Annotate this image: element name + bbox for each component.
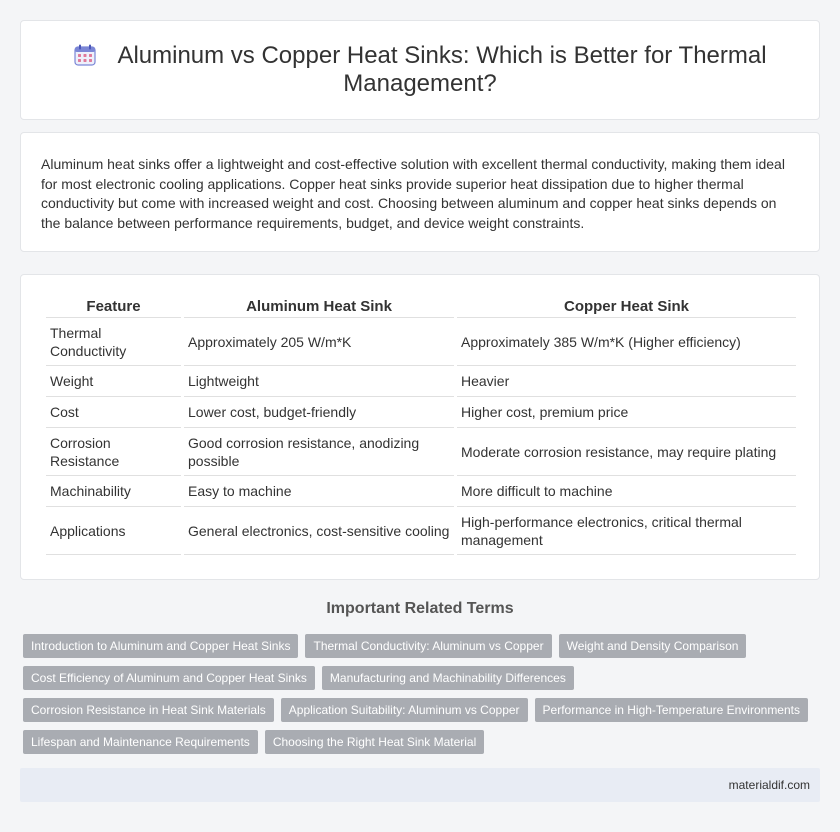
table-row [46, 428, 796, 476]
related-term-tag[interactable]: Lifespan and Maintenance Requirements [23, 730, 258, 754]
footer [20, 768, 820, 802]
table-cell-aluminum: Lower cost, budget-friendly [184, 397, 454, 428]
table-cell-copper: Heavier [457, 366, 796, 397]
table-cell-copper: More difficult to machine [457, 476, 796, 507]
table-row [46, 397, 796, 428]
table-cell-copper: Moderate corrosion resistance, may require plating [457, 428, 796, 476]
related-terms-list [23, 634, 823, 762]
intro-paragraph: Aluminum heat sinks offer a lightweight and cost-effective solution with excellent thermal conductivity, making them ideal for most electronic cooling applications. Copper heat sinks provide superior heat dissipation due to higher thermal conductivity but come with increased weight and cost. Choosing between aluminum and copper heat sinks depends on the balance between performance requirements, budget, and device weight constraints. [41, 156, 785, 231]
calendar-icon [73, 43, 97, 67]
related-term-tag[interactable]: Weight and Density Comparison [559, 634, 747, 658]
related-term-tag[interactable]: Application Suitability: Aluminum vs Copper [281, 698, 528, 722]
table-cell-copper: High-performance electronics, critical thermal management [457, 507, 796, 555]
table-header-row [46, 295, 796, 318]
column-header-copper: Copper Heat Sink [457, 295, 796, 318]
table-cell-aluminum: General electronics, cost-sensitive cooling [184, 507, 454, 555]
table-cell-feature: Thermal Conductivity [46, 318, 181, 366]
related-term-tag[interactable]: Choosing the Right Heat Sink Material [265, 730, 484, 754]
related-term-tag[interactable]: Cost Efficiency of Aluminum and Copper Heat Sinks [23, 666, 315, 690]
table-cell-feature: Weight [46, 366, 181, 397]
comparison-table-card [20, 274, 820, 580]
column-header-aluminum: Aluminum Heat Sink [184, 295, 454, 318]
table-row [46, 366, 796, 397]
table-cell-feature: Machinability [46, 476, 181, 507]
table-cell-feature: Cost [46, 397, 181, 428]
table-cell-feature: Applications [46, 507, 181, 555]
table-cell-aluminum: Lightweight [184, 366, 454, 397]
related-term-tag[interactable]: Performance in High-Temperature Environments [535, 698, 808, 722]
table-row [46, 318, 796, 366]
related-term-tag[interactable]: Manufacturing and Machinability Differences [322, 666, 574, 690]
related-term-tag[interactable]: Corrosion Resistance in Heat Sink Materials [23, 698, 274, 722]
table-cell-copper: Approximately 385 W/m*K (Higher efficiency) [457, 318, 796, 366]
related-term-tag[interactable]: Introduction to Aluminum and Copper Heat Sinks [23, 634, 298, 658]
footer-site-link[interactable]: materialdif.com [728, 778, 810, 792]
related-terms-heading: Important Related Terms [326, 600, 514, 617]
page-title-text: Aluminum vs Copper Heat Sinks: Which is Better for Thermal Management? [117, 42, 767, 97]
column-header-feature: Feature [46, 295, 181, 318]
table-row [46, 507, 796, 555]
comparison-table [43, 295, 799, 555]
title-card [20, 20, 820, 120]
table-cell-aluminum: Easy to machine [184, 476, 454, 507]
table-row [46, 476, 796, 507]
table-cell-aluminum: Good corrosion resistance, anodizing possible [184, 428, 454, 476]
table-cell-copper: Higher cost, premium price [457, 397, 796, 428]
related-term-tag[interactable]: Thermal Conductivity: Aluminum vs Copper [305, 634, 551, 658]
page-title [61, 42, 779, 98]
intro-card [20, 132, 820, 252]
table-cell-feature: Corrosion Resistance [46, 428, 181, 476]
table-cell-aluminum: Approximately 205 W/m*K [184, 318, 454, 366]
